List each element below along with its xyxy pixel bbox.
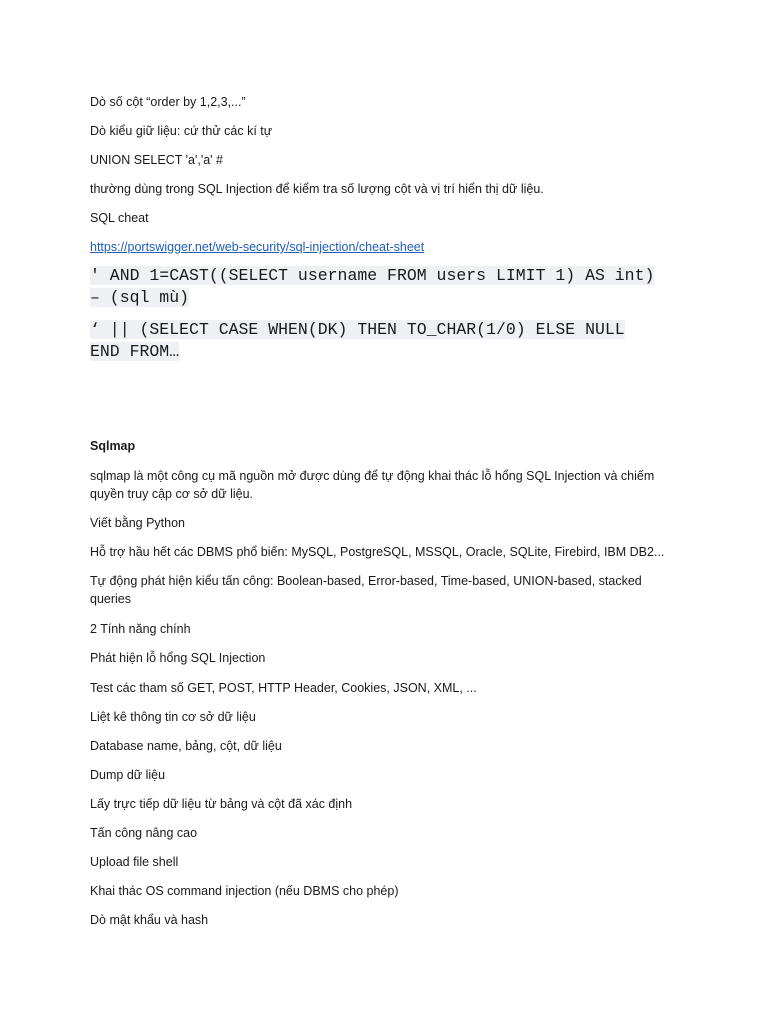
list-item: Dump dữ liệu bbox=[90, 768, 166, 782]
code-block bbox=[90, 319, 680, 363]
list-item: Upload file shell bbox=[90, 855, 179, 869]
code-line: ' AND 1=CAST((SELECT username FROM users LIMIT 1) AS int) bbox=[90, 266, 655, 285]
list-item: Hỗ trợ hầu hết các DBMS phổ biến: MySQL, PostgreSQL, MSSQL, Oracle, SQLite, Firebird, IBM DB2... bbox=[90, 545, 665, 559]
list-item: Dò mật khẩu và hash bbox=[90, 913, 209, 927]
text-line: UNION SELECT 'a','a' # bbox=[90, 153, 223, 167]
section-heading: Sqlmap bbox=[90, 439, 136, 453]
code-line: END FROM… bbox=[90, 342, 180, 361]
cheat-sheet-link[interactable]: https://portswigger.net/web-security/sql-injection/cheat-sheet bbox=[90, 240, 425, 254]
text-line: Dò kiểu giữ liệu: cứ thử các kí tự bbox=[90, 124, 273, 138]
list-item: Khai thác OS command injection (nếu DBMS cho phép) bbox=[90, 884, 399, 898]
code-line: ‘ || (SELECT CASE WHEN(DK) THEN TO_CHAR(1/0) ELSE NULL bbox=[90, 320, 625, 339]
list-item: Liệt kê thông tin cơ sở dữ liệu bbox=[90, 710, 256, 724]
text-line: SQL cheat bbox=[90, 211, 149, 225]
list-item: Tự động phát hiện kiểu tấn công: Boolean-based, Error-based, Time-based, UNION-based, stacked queries bbox=[90, 574, 642, 606]
list-item: Viết bằng Python bbox=[90, 516, 185, 530]
list-item: Tấn công nâng cao bbox=[90, 826, 198, 840]
list-item: Database name, bảng, cột, dữ liệu bbox=[90, 739, 282, 753]
list-item: 2 Tính năng chính bbox=[90, 622, 191, 636]
code-block bbox=[90, 265, 680, 309]
list-item: Test các tham số GET, POST, HTTP Header, Cookies, JSON, XML, ... bbox=[90, 681, 477, 695]
text-line: Dò số cột “order by 1,2,3,...” bbox=[90, 95, 246, 109]
text-line: thường dùng trong SQL Injection để kiểm tra số lượng cột và vị trí hiển thị dữ liệu. bbox=[90, 182, 544, 196]
list-item: Lấy trực tiếp dữ liệu từ bảng và cột đã xác định bbox=[90, 797, 353, 811]
paragraph: sqlmap là một công cụ mã nguồn mở được dùng để tự động khai thác lỗ hổng SQL Injection và chiếm quyền truy cập cơ sở dữ liệu. bbox=[90, 469, 655, 501]
code-line: – (sql mù) bbox=[90, 288, 190, 307]
list-item: Phát hiện lỗ hổng SQL Injection bbox=[90, 651, 266, 665]
